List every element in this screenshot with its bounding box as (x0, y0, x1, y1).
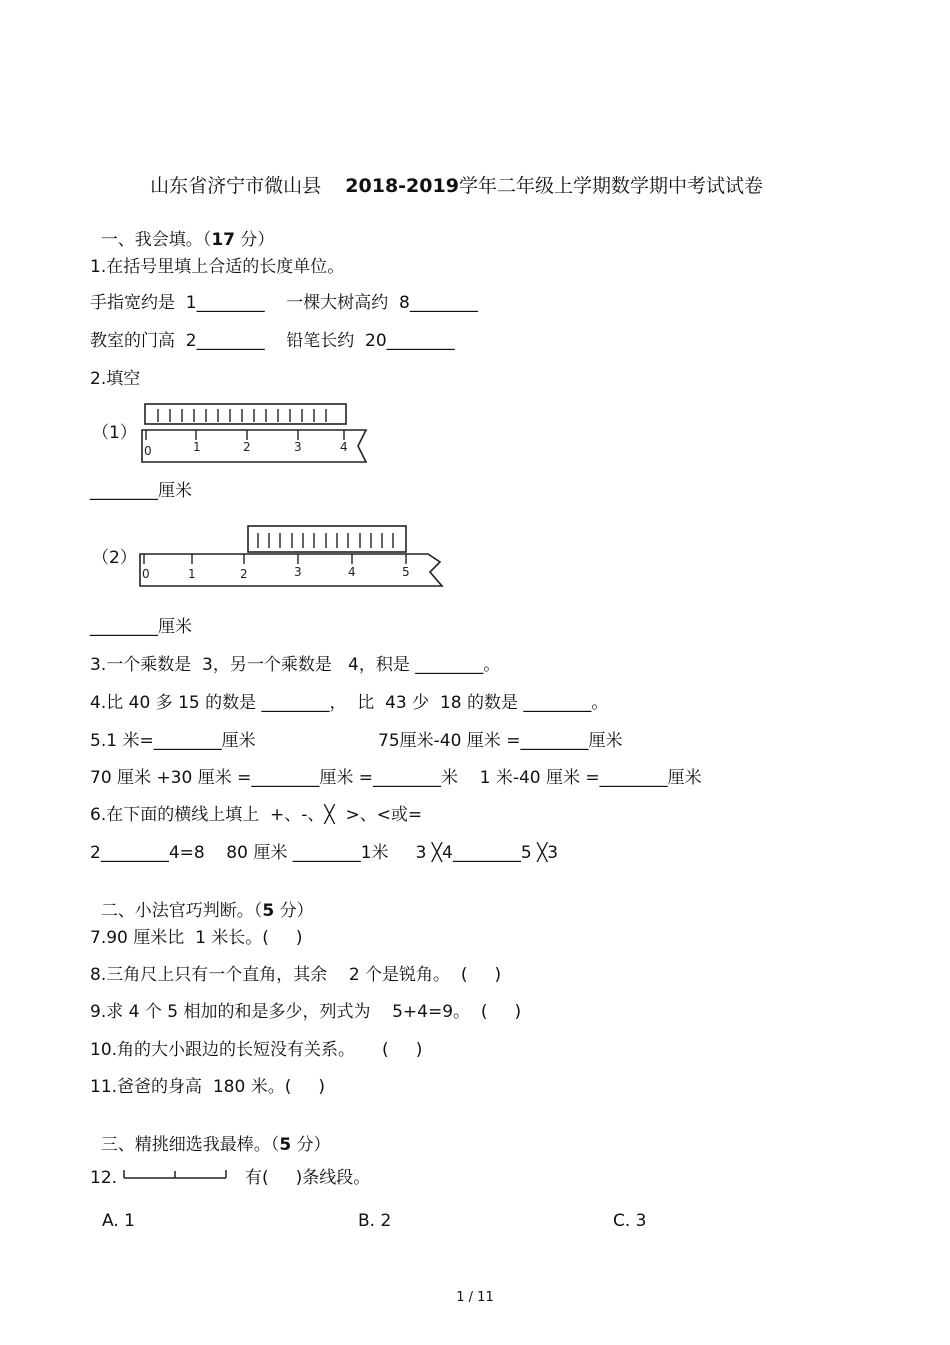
question-3: 3.一个乘数是 3，另一个乘数是 4，积是 ________。 (90, 655, 501, 675)
question-9: 9.求 4 个 5 相加的和是多少，列式为 5+4=9。 ( ) (90, 1002, 522, 1022)
question-11: 11.爸爸的身高 180 米。( ) (90, 1077, 325, 1097)
section-1-label: 一、我会填。（ (100, 230, 212, 250)
section-3-label: 三、精挑细选我最棒。（ (100, 1135, 280, 1155)
title-years: 2018-2019 (345, 175, 459, 197)
section-2-score: 5 (262, 901, 275, 921)
question-4: 4.比 40 多 15 的数是 ________， 比 43 少 18 的数是 ________。 (90, 693, 609, 713)
section-2-tail: 分） (279, 901, 314, 921)
document-title (138, 153, 763, 197)
question-5-part-a: 5.1 米=________厘米 (90, 731, 256, 751)
section-2-label: 二、小法官巧判断。（ (100, 901, 263, 921)
question-7: 7.90 厘米比 1 米长。( ) (90, 928, 303, 948)
ruler-1-tick-0: 0 (144, 444, 152, 458)
question-8: 8.三角尺上只有一个直角，其余 2 个是锐角。 ( ) (90, 965, 502, 985)
page-number: 1 / 11 (456, 1290, 494, 1305)
ruler-1-tick-3: 3 (294, 440, 302, 454)
question-12-option-b: B. 2 (358, 1211, 392, 1231)
section-1-tail: 分） (240, 230, 275, 250)
ruler-1-tick-2: 2 (243, 440, 251, 454)
question-1-line-2: 教室的门高 2________ 铅笔长约 20________ (90, 331, 455, 351)
title-suffix: 学年二年级上学期数学期中考试试卷 (458, 175, 763, 197)
ruler-1-tick-4: 4 (340, 440, 348, 454)
ruler-2-tick-1: 1 (188, 567, 196, 581)
question-6-line: 2________4=8 80 厘米 ________1米 3 ╳4________5 ╳3 (90, 843, 559, 863)
question-5-part-b: 75厘米-40 厘米 =________厘米 (378, 731, 623, 751)
line-segment-figure (122, 1168, 230, 1182)
section-3-tail: 分） (296, 1135, 331, 1155)
ruler-2-tick-4: 4 (348, 565, 356, 579)
question-1-line-1: 手指宽约是 1________ 一棵大树高约 8________ (90, 293, 478, 313)
question-2-part-1-answer: ________厘米 (90, 481, 192, 501)
ruler-figure-2 (136, 520, 446, 595)
section-1-score: 17 (211, 230, 235, 250)
ruler-2-tick-0: 0 (142, 567, 150, 581)
question-6-title: 6.在下面的横线上填上 +、-、╳ >、<或= (90, 805, 423, 825)
question-12-option-a: A. 1 (102, 1211, 135, 1231)
section-3-heading (90, 1112, 331, 1156)
question-12-option-c: C. 3 (613, 1211, 647, 1231)
ruler-2-tick-2: 2 (240, 567, 248, 581)
question-10: 10.角的大小跟边的长短没有关系。 ( ) (90, 1040, 423, 1060)
question-2-part-2-label: （2） (92, 548, 137, 568)
question-5-part-c: 70 厘米 +30 厘米 =________厘米 =________米 1 米-40 厘米 =________厘米 (90, 768, 702, 788)
section-3-score: 5 (279, 1135, 292, 1155)
question-2-part-2-answer: ________厘米 (90, 617, 192, 637)
title-prefix: 山东省济宁市微山县 (150, 175, 322, 197)
ruler-figure-1 (136, 398, 376, 468)
ruler-2-tick-3: 3 (294, 565, 302, 579)
question-2-title: 2.填空 (90, 369, 141, 389)
question-12-text: 有( )条线段。 (245, 1168, 371, 1188)
question-2-part-1-label: （1） (92, 423, 137, 443)
ruler-2-tick-5: 5 (402, 565, 410, 579)
section-1-heading (90, 207, 274, 251)
question-12-number: 12. (90, 1168, 118, 1188)
section-2-heading (90, 878, 314, 922)
ruler-1-tick-1: 1 (193, 440, 201, 454)
question-1-title: 1.在括号里填上合适的长度单位。 (90, 257, 345, 277)
